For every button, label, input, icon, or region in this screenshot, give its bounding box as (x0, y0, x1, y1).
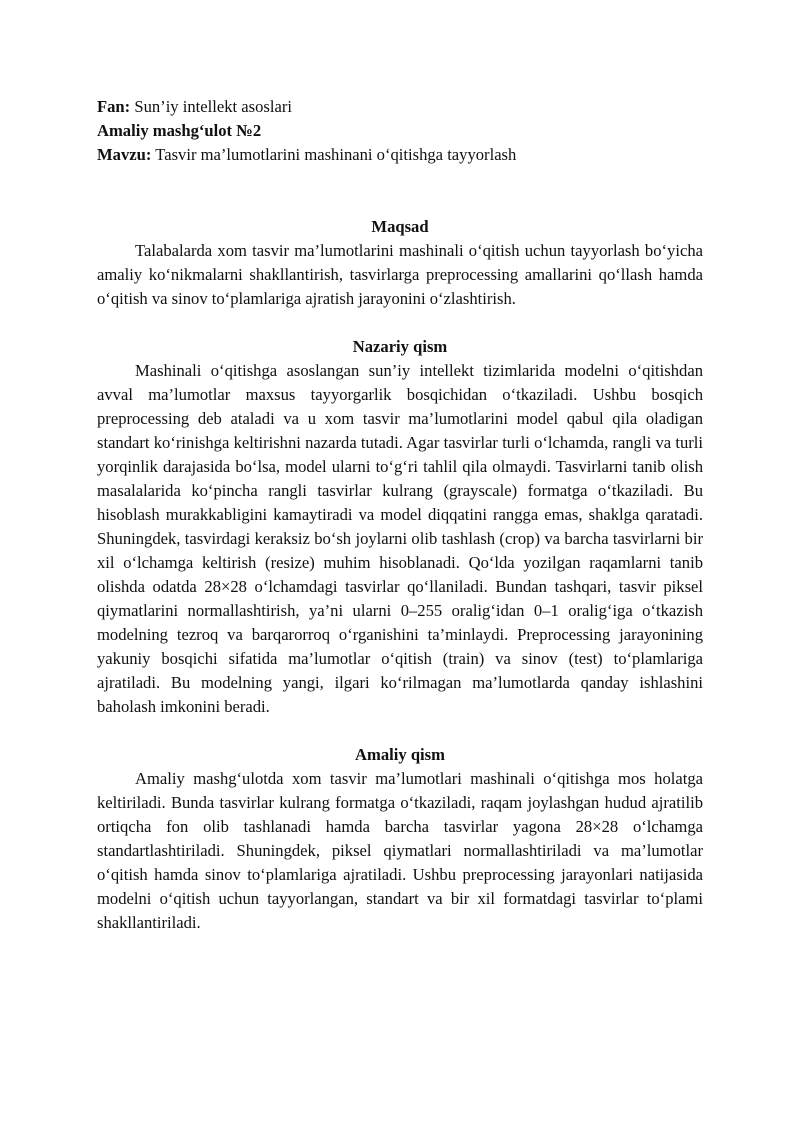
document-page (97, 95, 703, 935)
theory-section (97, 335, 703, 719)
spacer (97, 167, 703, 215)
subject-line (97, 95, 703, 119)
practice-paragraph: Amaliy mashg‘ulotda xom tasvir ma’lumotlari mashinali o‘qitishga mos holatga keltiriladi. Bunda tasvirlar kulrang formatga o‘tkaziladi, raqam joylashgan hudud ajratilib ortiqcha fon olib tashlanadi hamda barcha tasvirlar yagona 28×28 o‘lchamga standartlashtiriladi. Shuningdek, piksel qiymatlari normallashtiriladi va ma’lumotlar o‘qitish hamda sinov to‘plamlariga ajratiladi. Ushbu preprocessing jarayonlari natijasida modelni o‘qitish uchun tayyorlangan, standart va bir xil formatdagi tasvirlar to‘plami shakllantiriladi. (97, 769, 703, 932)
practical-title-line (97, 119, 703, 143)
subject-label: Fan: (97, 97, 131, 116)
topic-value: Tasvir ma’lumotlarini mashinani o‘qitishga tayyorlash (155, 145, 517, 164)
topic-label: Mavzu: (97, 145, 152, 164)
spacer (97, 719, 703, 743)
goal-paragraph: Talabalarda xom tasvir ma’lumotlarini mashinali o‘qitish uchun tayyorlash bo‘yicha amaliy ko‘nikmalarni shakllantirish, tasvirlarga preprocessing amallarini qo‘llash hamda o‘qitish va sinov to‘plamlariga ajratish jarayonini o‘zlashtirish. (97, 241, 703, 308)
goal-heading: Maqsad (371, 217, 429, 236)
goal-section (97, 215, 703, 311)
topic-line (97, 143, 703, 167)
theory-paragraph: Mashinali o‘qitishga asoslangan sun’iy intellekt tizimlarida modelni o‘qitishdan avval ma’lumotlar maxsus tayyorgarlik bosqichidan o‘tkaziladi. Ushbu bosqich preprocessing deb ataladi va u xom tasvir ma’lumotlarini model qabul qila oladigan standart ko‘rinishga keltirishni nazarda tutadi. Agar tasvirlar turli o‘lchamda, rangli va turli yorqinlik darajasida bo‘lsa, model ularni to‘g‘ri tahlil qila olmaydi. Tasvirlarni tanib olish masalalarida ko‘pincha rangli tasvirlar kulrang (grayscale) formatga o‘tkaziladi. Bu hisoblash murakkabligini kamaytiradi va model diqqatini rangga emas, shaklga qaratadi. Shuningdek, tasvirdagi keraksiz bo‘sh joylarni olib tashlash (crop) va barcha tasvirlarni bir xil o‘lchamga keltirish (resize) muhim hisoblanadi. Qo‘lda yozilgan raqamlarni tanib olishda odatda 28×28 o‘lchamdagi tasvirlar qo‘llaniladi. Bundan tashqari, tasvir piksel qiymatlarini normallashtirish, ya’ni ularni 0–255 oralig‘idan 0–1 oralig‘iga o‘tkazish modelning tezroq va barqarorroq o‘rganishini ta’minlaydi. Preprocessing jarayonining yakuniy bosqichi sifatida ma’lumotlar o‘qitish (train) va sinov (test) to‘plamlariga ajratiladi. Bu modelning yangi, ilgari ko‘rilmagan ma’lumotlarda qanday ishlashini baholash imkonini beradi. (97, 361, 703, 716)
theory-heading: Nazariy qism (352, 337, 448, 356)
subject-value: Sun’iy intellekt asoslari (134, 97, 292, 116)
spacer (97, 311, 703, 335)
practice-heading: Amaliy qism (355, 745, 445, 764)
practice-section (97, 743, 703, 935)
practical-title: Amaliy mashg‘ulot №2 (97, 121, 262, 140)
